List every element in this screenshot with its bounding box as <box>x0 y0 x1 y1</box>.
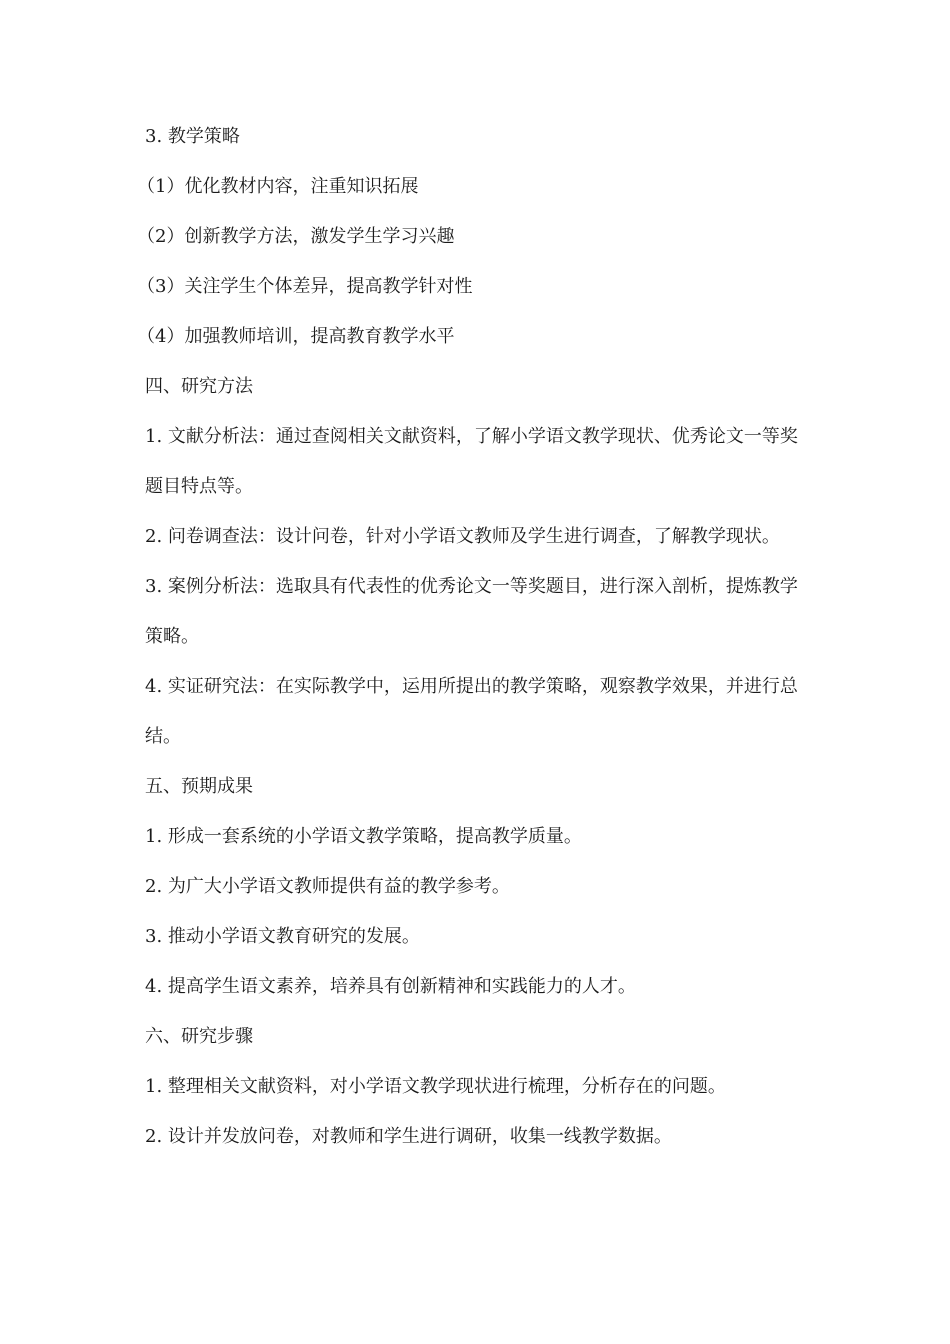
document-body <box>137 112 815 1162</box>
list-item: （4）加强教师培训，提高教育教学水平 <box>137 326 455 347</box>
list-item: 1. 文献分析法：通过查阅相关文献资料，了解小学语文教学现状、优秀论文一等奖题目特点等。 <box>145 426 798 497</box>
list-item: 2. 为广大小学语文教师提供有益的教学参考。 <box>145 876 510 897</box>
list-item: 4. 实证研究法：在实际教学中，运用所提出的教学策略，观察教学效果，并进行总结。 <box>145 676 798 747</box>
list-item: 2. 设计并发放问卷，对教师和学生进行调研，收集一线教学数据。 <box>145 1126 672 1147</box>
list-item: 1. 形成一套系统的小学语文教学策略，提高教学质量。 <box>145 826 582 847</box>
section-heading-research-methods: 四、研究方法 <box>145 376 253 397</box>
list-item: 4. 提高学生语文素养，培养具有创新精神和实践能力的人才。 <box>145 976 636 997</box>
section-heading-expected-results: 五、预期成果 <box>145 776 253 797</box>
section-heading-research-steps: 六、研究步骤 <box>145 1026 253 1047</box>
list-item: 3. 案例分析法：选取具有代表性的优秀论文一等奖题目，进行深入剖析，提炼教学策略。 <box>145 576 798 647</box>
list-item: （3）关注学生个体差异，提高教学针对性 <box>137 276 473 297</box>
subsection-heading-teaching-strategy: 3. 教学策略 <box>145 126 240 147</box>
list-item: 1. 整理相关文献资料，对小学语文教学现状进行梳理，分析存在的问题。 <box>145 1076 726 1097</box>
list-item: 2. 问卷调查法：设计问卷，针对小学语文教师及学生进行调查，了解教学现状。 <box>145 526 780 547</box>
list-item: （1）优化教材内容，注重知识拓展 <box>137 176 419 197</box>
list-item: （2）创新教学方法，激发学生学习兴趣 <box>137 226 455 247</box>
list-item: 3. 推动小学语文教育研究的发展。 <box>145 926 420 947</box>
